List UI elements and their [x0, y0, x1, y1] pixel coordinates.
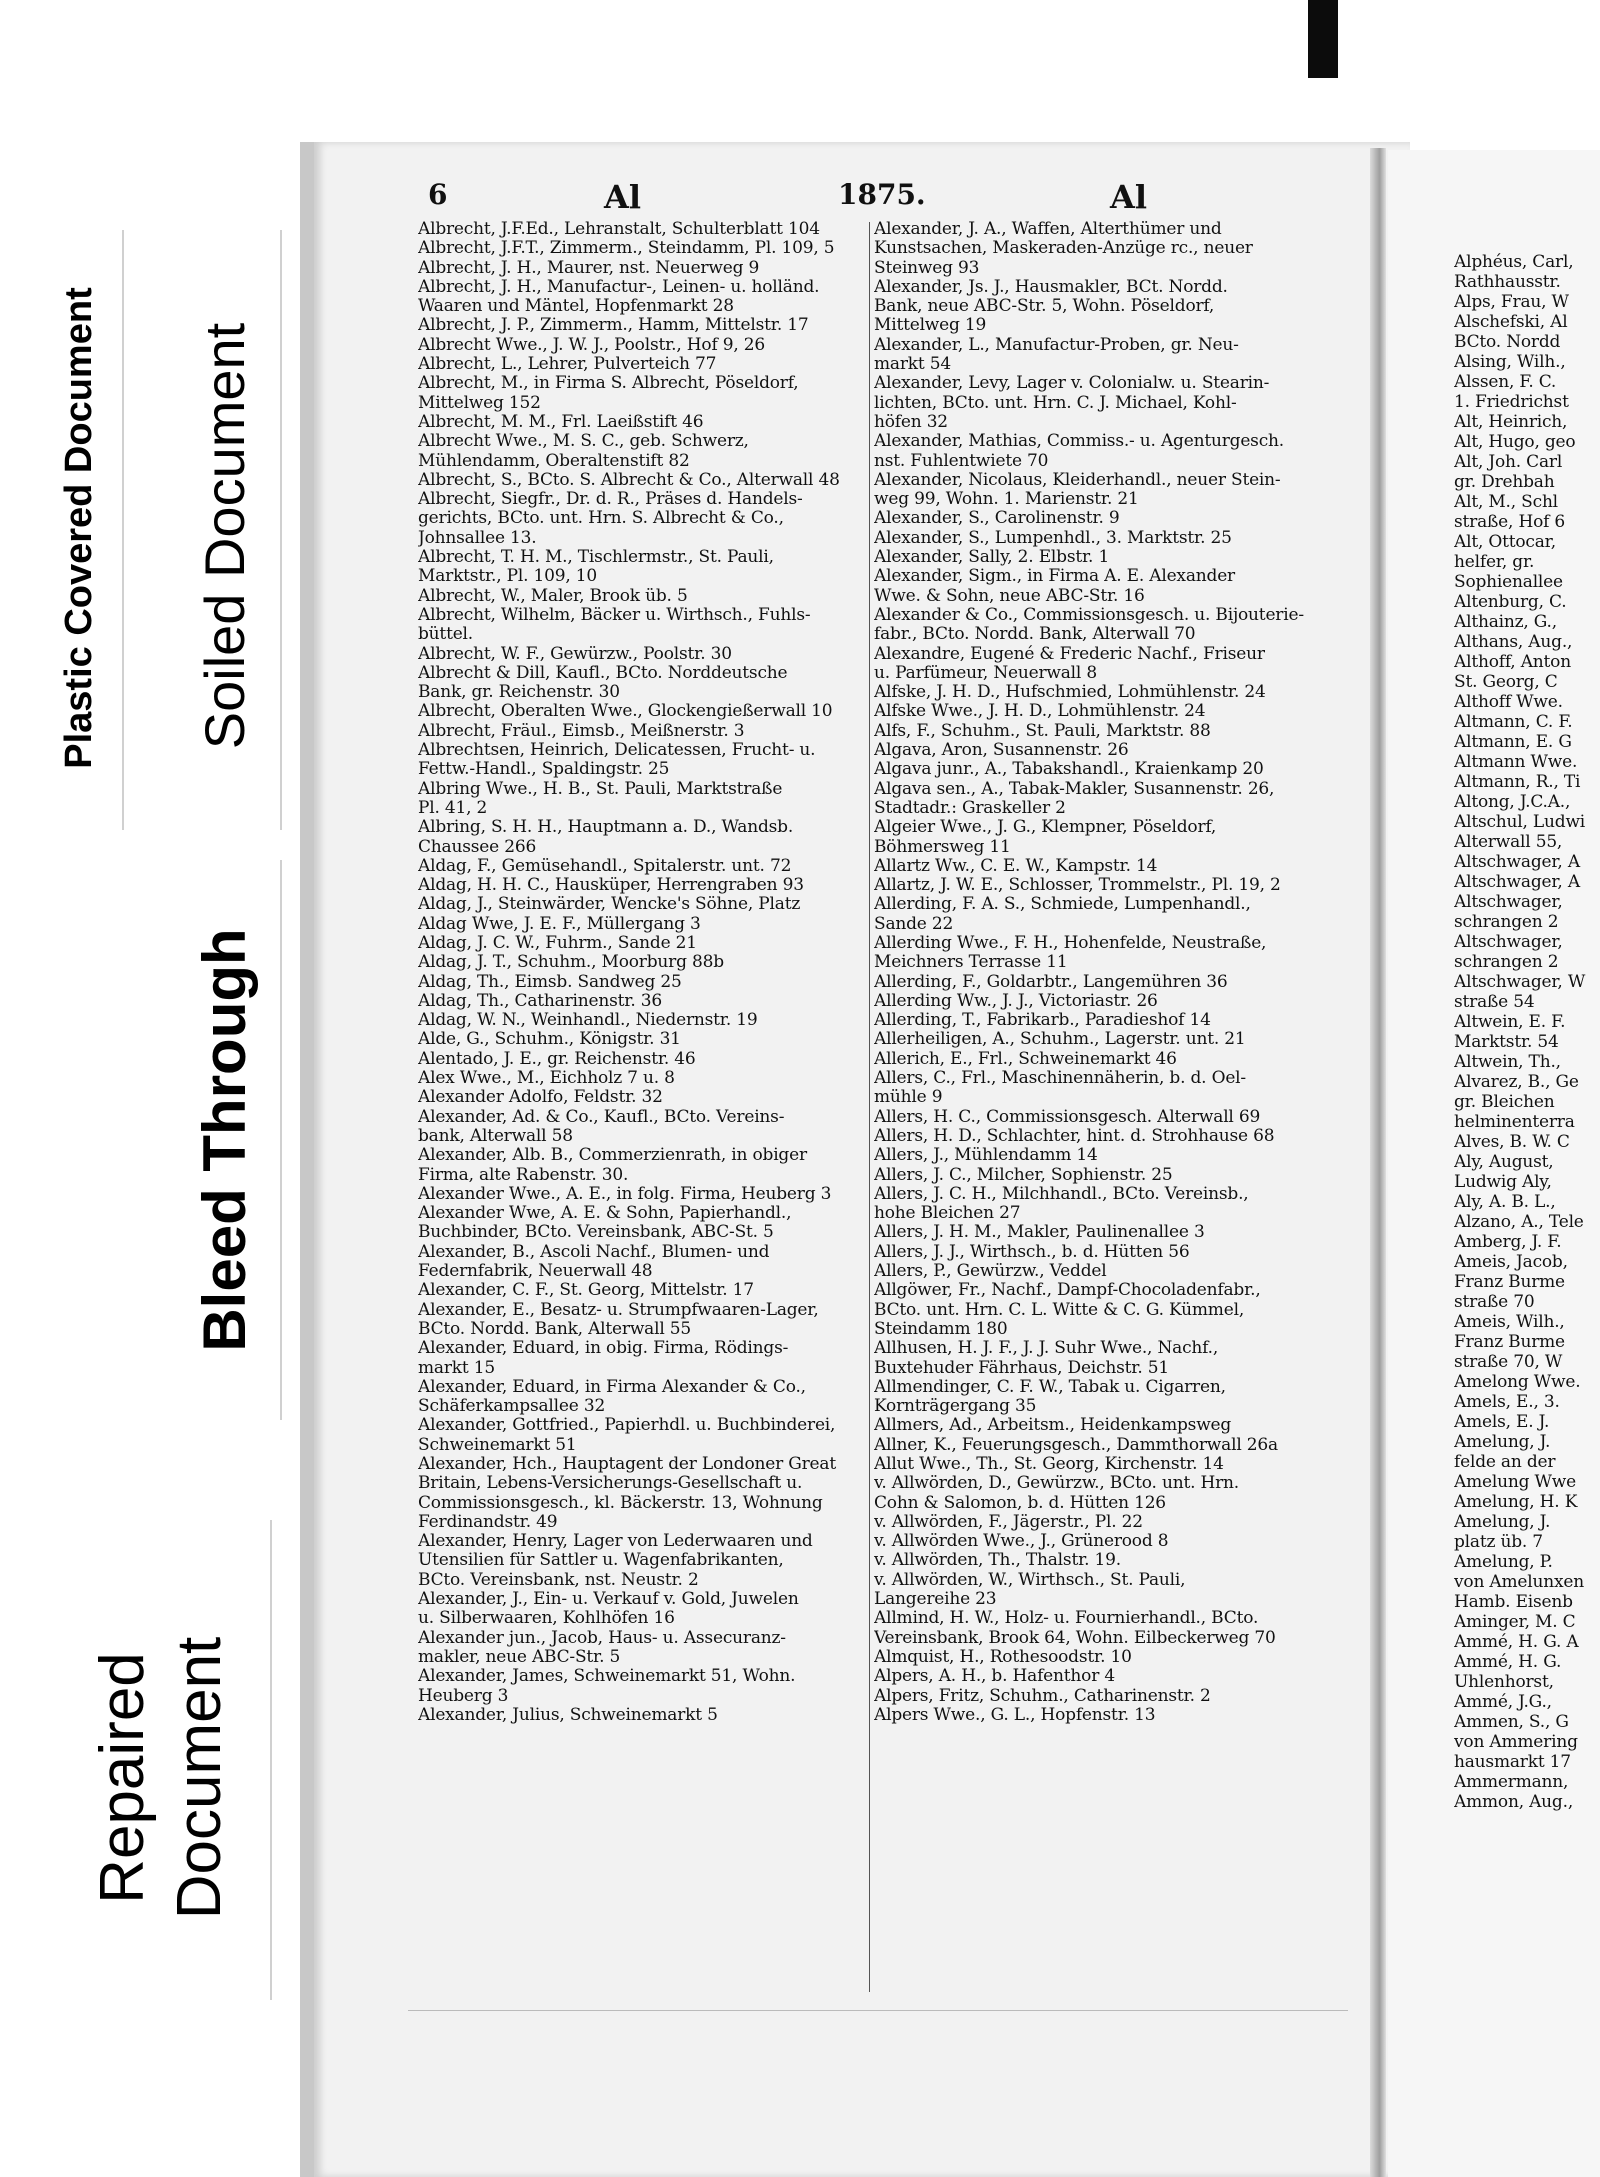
directory-entry-line: Cohn & Salomon, b. d. Hütten 126 [874, 1493, 1166, 1513]
directory-entry-line: Sophienallee [1454, 572, 1563, 592]
directory-entry-line: Rathhausstr. [1454, 272, 1561, 292]
directory-entry-line: Allmind, H. W., Holz- u. Fournierhandl., BCto. [874, 1609, 1259, 1629]
directory-entry-line: Allmendinger, C. F. W., Tabak u. Cigarren, [874, 1377, 1226, 1397]
directory-entry-line: v. Allwörden Wwe., J., Grünerood 8 [874, 1532, 1169, 1552]
directory-entry-line: Alexander, Alb. B., Commerzienrath, in obiger [418, 1146, 807, 1166]
directory-entry-line: Uhlenhorst, [1454, 1672, 1554, 1692]
directory-entry-line: Albrecht, L., Lehrer, Pulverteich 77 [418, 355, 717, 375]
directory-entry-line: Amelung, J. [1454, 1512, 1551, 1532]
directory-entry-line: straße 54 [1454, 992, 1535, 1012]
directory-entry-line: Aldag, J. C. W., Fuhrm., Sande 21 [418, 933, 697, 953]
directory-entry-line: Altschwager, W [1454, 972, 1586, 992]
directory-entry-line: Amels, E., 3. [1454, 1392, 1560, 1412]
directory-entry-line: Alphéus, Carl, [1454, 252, 1574, 272]
directory-entry-line: Wwe. & Sohn, neue ABC-Str. 16 [874, 586, 1145, 606]
directory-entry-line: Amelung, H. K [1454, 1492, 1578, 1512]
directory-entry-line: Alps, Frau, W [1454, 292, 1569, 312]
directory-entry-line: Albrecht & Dill, Kaufl., BCto. Norddeutsche [418, 663, 788, 683]
directory-entry-line: Alexander, Henry, Lager von Lederwaaren und [418, 1532, 813, 1552]
directory-entry-line: helminenterra [1454, 1112, 1575, 1132]
directory-entry-line: Alexander, E., Besatz- u. Strumpfwaaren-Lager, [418, 1300, 819, 1320]
directory-entry-line: Alexander, S., Lumpenhdl., 3. Marktstr. 25 [874, 528, 1232, 548]
directory-entry-line: Alssen, F. C. [1454, 372, 1557, 392]
directory-entry-line: hausmarkt 17 [1454, 1752, 1571, 1772]
directory-entry-line: Alpers, A. H., b. Hafenthor 4 [874, 1667, 1115, 1687]
directory-entry-line: Alsing, Wilh., [1454, 352, 1566, 372]
directory-entry-line: Alt, Ottocar, [1454, 532, 1556, 552]
directory-entry-line: Schäferkampsallee 32 [418, 1397, 606, 1417]
directory-entry-line: Alschefski, Al [1454, 312, 1568, 332]
directory-entry-line: Johnsallee 13. [418, 528, 537, 548]
directory-entry-line: Ammon, Aug., [1454, 1792, 1574, 1812]
directory-entry-line: Alexander, Sigm., in Firma A. E. Alexander [874, 567, 1235, 587]
directory-entry-line: Bank, neue ABC-Str. 5, Wohn. Pöseldorf, [874, 297, 1215, 317]
directory-entry-line: Altmann, E. G [1454, 732, 1572, 752]
directory-entry-line: Allerding, F., Goldarbtr., Langemühren 36 [874, 972, 1228, 992]
directory-entry-line: Marktstr. 54 [1454, 1032, 1559, 1052]
directory-entry-line: Alexander, J., Ein- u. Verkauf v. Gold, Juwelen [418, 1590, 799, 1610]
directory-entry-line: Aldag, J. T., Schuhm., Moorburg 88b [418, 953, 724, 973]
directory-entry-line: Albring Wwe., H. B., St. Pauli, Marktstraße [418, 779, 783, 799]
directory-entry-line: Altschul, Ludwi [1454, 812, 1586, 832]
next-page-column [1454, 252, 1600, 2012]
directory-entry-line: Amels, E. J. [1454, 1412, 1550, 1432]
directory-entry-line: Aldag, H. H. C., Hausküper, Herrengraben 93 [418, 876, 804, 896]
directory-entry-line: Alexander, Ad. & Co., Kaufl., BCto. Vereins- [418, 1107, 785, 1127]
directory-entry-line: Algava junr., A., Tabakshandl., Kraienkamp 20 [874, 760, 1264, 780]
directory-entry-line: Allut Wwe., Th., St. Georg, Kirchenstr. 14 [874, 1455, 1224, 1474]
directory-entry-line: Buxtehuder Fährhaus, Deichstr. 51 [874, 1358, 1169, 1378]
directory-entry-line: Almquist, H., Rothesoodstr. 10 [874, 1647, 1132, 1667]
directory-entry-line: Amelung, P. [1454, 1552, 1553, 1572]
directory-entry-line: Heuberg 3 [418, 1686, 509, 1706]
directory-entry-line: Allerheiligen, A., Schuhm., Lagerstr. unt. 21 [874, 1030, 1246, 1050]
directory-entry-line: Allers, J. C. H., Milchhandl., BCto. Vereinsb., [874, 1184, 1249, 1204]
directory-entry-line: Allner, K., Feuerungsgesch., Dammthorwall 26a [874, 1435, 1278, 1455]
directory-entry-line: Aldag, J., Steinwärder, Wencke's Söhne, Platz [418, 895, 801, 915]
directory-entry-line: BCto. Nordd. Bank, Alterwall 55 [418, 1319, 692, 1339]
directory-entry-line: Albrecht, J. P., Zimmerm., Hamm, Mittelstr. 17 [418, 316, 809, 336]
directory-entry-line: u. Silberwaaren, Kohlhöfen 16 [418, 1609, 675, 1629]
directory-entry-line: Meichners Terrasse 11 [874, 953, 1068, 973]
directory-entry-line: Algava sen., A., Tabak-Makler, Susannenstr. 26, [874, 779, 1275, 799]
directory-entry-line: Alexander, S., Carolinenstr. 9 [874, 509, 1120, 529]
directory-entry-line: Bank, gr. Reichenstr. 30 [418, 683, 620, 703]
directory-entry-line: Utensilien für Sattler u. Wagenfabrikanten, [418, 1551, 784, 1571]
directory-entry-line: Ammé, J.G., [1454, 1692, 1552, 1712]
directory-entry-line: Allers, H. C., Commissionsgesch. Alterwall 69 [874, 1107, 1261, 1127]
directory-entry-line: 1. Friedrichst [1454, 392, 1569, 412]
directory-entry-line: Steinweg 93 [874, 258, 980, 278]
directory-entry-line: Allerding Wwe., F. H., Hohenfelde, Neustraße, [874, 933, 1267, 953]
directory-entry-line: Alfs, F., Schuhm., St. Pauli, Marktstr. 88 [874, 721, 1211, 741]
directory-entry-line: gr. Bleichen [1454, 1092, 1555, 1112]
directory-entry-line: Alexander, J. A., Waffen, Alterthümer und [874, 220, 1222, 239]
directory-entry-line: Kornträgergang 35 [874, 1397, 1037, 1417]
directory-entry-line: Waaren und Mäntel, Hopfenmarkt 28 [418, 297, 734, 317]
directory-entry-line: Aldag, Th., Eimsb. Sandweg 25 [418, 972, 682, 992]
left-heading: Al [604, 178, 641, 216]
directory-entry-line: Langereihe 23 [874, 1590, 997, 1610]
directory-entry-line: Alfske Wwe., J. H. D., Lohmühlenstr. 24 [874, 702, 1206, 722]
directory-entry-line: platz üb. 7 [1454, 1532, 1543, 1552]
page-fold-edge [1370, 148, 1386, 2177]
directory-entry-line: Aminger, M. C [1454, 1612, 1576, 1632]
directory-entry-line: Albrecht Wwe., M. S. C., geb. Schwerz, [418, 432, 749, 452]
directory-entry-line: Albrecht, J. H., Manufactur-, Leinen- u. holländ. [418, 277, 820, 297]
left-column [418, 220, 868, 2000]
year-heading: 1875. [838, 178, 926, 211]
directory-entry-line: Ameis, Wilh., [1454, 1312, 1565, 1332]
directory-entry-line: Alterwall 55, [1454, 832, 1563, 852]
directory-entry-line: nst. Fuhlentwiete 70 [874, 451, 1049, 471]
directory-entry-line: Mühlendamm, Oberaltenstift 82 [418, 451, 690, 471]
soiled-label: Soiled Document [193, 322, 256, 750]
right-heading: Al [1110, 178, 1147, 216]
directory-entry-line: Altenburg, C. [1454, 592, 1567, 612]
directory-entry-line: Alexander & Co., Commissionsgesch. u. Bijouterie- [874, 605, 1304, 625]
directory-entry-line: Alexander, Sally, 2. Elbstr. 1 [874, 548, 1110, 568]
directory-entry-line: von Ammering [1454, 1732, 1578, 1752]
directory-entry-line: Alexander Adolfo, Feldstr. 32 [418, 1088, 663, 1108]
directory-entry-line: v. Allwörden, Th., Thalstr. 19. [874, 1551, 1121, 1571]
directory-entry-line: fabr., BCto. Nordd. Bank, Alterwall 70 [874, 625, 1196, 645]
directory-entry-line: Stadtadr.: Graskeller 2 [874, 798, 1066, 818]
directory-entry-line: Altschwager, [1454, 932, 1563, 952]
directory-entry-line: höfen 32 [874, 412, 948, 432]
directory-entry-line: Commissionsgesch., kl. Bäckerstr. 13, Wohnung [418, 1493, 823, 1513]
directory-entry-line: Allers, P., Gewürzw., Veddel [874, 1262, 1107, 1282]
directory-entry-line: Aly, August, [1454, 1152, 1554, 1172]
directory-entry-line: Albrecht, S., BCto. S. Albrecht & Co., Alterwall 48 [418, 470, 840, 490]
directory-entry-line: Fettw.-Handl., Spaldingstr. 25 [418, 760, 670, 780]
directory-entry-line: Federnfabrik, Neuerwall 48 [418, 1262, 653, 1282]
directory-entry-line: Allmers, Ad., Arbeitsm., Heidenkampsweg [874, 1416, 1232, 1436]
directory-entry-line: Allartz, J. W. E., Schlosser, Trommelstr., Pl. 19, 2 [874, 876, 1281, 896]
directory-entry-line: Altschwager, A [1454, 872, 1580, 892]
directory-entry-line: Steindamm 180 [874, 1319, 1008, 1339]
directory-entry-line: Alexander, Levy, Lager v. Colonialw. u. Stearin- [874, 374, 1270, 394]
directory-entry-line: Ammen, S., G [1454, 1712, 1569, 1732]
directory-entry-line: Altschwager, [1454, 892, 1563, 912]
directory-entry-line: Altwein, E. F. [1454, 1012, 1566, 1032]
directory-entry-line: markt 54 [874, 355, 951, 375]
directory-entry-line: Alentado, J. E., gr. Reichenstr. 46 [418, 1049, 696, 1069]
directory-entry-line: Allartz Ww., C. E. W., Kampstr. 14 [874, 856, 1158, 876]
plastic-covered-label: Plastic Covered Document [58, 287, 100, 769]
directory-entry-line: Amelung Wwe [1454, 1472, 1576, 1492]
directory-entry-line: Allhusen, H. J. F., J. J. Suhr Wwe., Nachf., [874, 1339, 1219, 1359]
directory-entry-line: Firma, alte Rabenstr. 30. [418, 1165, 629, 1185]
directory-entry-line: gr. Drehbah [1454, 472, 1555, 492]
directory-entry-line: Alde, G., Schuhm., Königstr. 31 [418, 1030, 681, 1050]
page-bottom-rule [408, 2010, 1348, 2011]
directory-entry-line: Alt, Joh. Carl [1454, 452, 1563, 472]
directory-entry-line: Albrecht, T. H. M., Tischlermstr., St. Pauli, [418, 548, 774, 568]
directory-entry-line: Allerding, T., Fabrikarb., Paradieshof 14 [874, 1011, 1211, 1031]
directory-entry-line: Alexander, Eduard, in obig. Firma, Rödings- [418, 1339, 789, 1359]
directory-entry-line: Hamb. Eisenb [1454, 1592, 1573, 1612]
directory-entry-line: Althainz, G., [1454, 612, 1557, 632]
directory-entry-line: Allers, C., Frl., Maschinennäherin, b. d. Oel- [874, 1069, 1246, 1089]
directory-entry-line: Allers, H. D., Schlachter, hint. d. Strohhause 68 [874, 1126, 1275, 1146]
directory-entry-line: straße, Hof 6 [1454, 512, 1566, 532]
directory-entry-line: Altong, J.C.A., [1454, 792, 1571, 812]
directory-entry-line: Alexander Wwe., A. E., in folg. Firma, Heuberg 3 [418, 1184, 832, 1204]
directory-entry-line: Albrecht, Oberalten Wwe., Glockengießerwall 10 [418, 702, 833, 722]
directory-entry-line: Britain, Lebens-Versicherungs-Gesellschaft u. [418, 1474, 803, 1494]
directory-entry-line: Albrecht, W. F., Gewürzw., Poolstr. 30 [418, 644, 732, 664]
directory-entry-line: schrangen 2 [1454, 952, 1559, 972]
directory-entry-line: Ludwig Aly, [1454, 1172, 1552, 1192]
directory-entry-line: Albrecht, J.F.Ed., Lehranstalt, Schulterblatt 104 [418, 220, 820, 239]
directory-entry-line: Althoff, Anton [1454, 652, 1571, 672]
directory-entry-line: Allers, J. J., Wirthsch., b. d. Hütten 56 [874, 1242, 1190, 1262]
directory-entry-line: Albrecht Wwe., J. W. J., Poolstr., Hof 9, 26 [418, 335, 765, 355]
directory-entry-line: Albrecht, Siegfr., Dr. d. R., Präses d. Handels- [418, 490, 803, 510]
directory-entry-line: lichten, BCto. unt. Hrn. C. J. Michael, Kohl- [874, 393, 1237, 413]
bleed-through-label: Bleed Through [191, 928, 258, 1352]
directory-entry-line: Alvarez, B., Ge [1454, 1072, 1579, 1092]
directory-entry-line: Mittelweg 19 [874, 316, 987, 336]
directory-entry-line: Alfske, J. H. D., Hufschmied, Lohmühlenstr. 24 [874, 683, 1266, 703]
directory-entry-line: v. Allwörden, D., Gewürzw., BCto. unt. Hrn. [874, 1474, 1239, 1494]
directory-entry-line: Albrecht, Fräul., Eimsb., Meißnerstr. 3 [418, 721, 745, 741]
directory-entry-line: Alexandre, Eugené & Frederic Nachf., Friseur [874, 644, 1265, 664]
directory-entry-line: makler, neue ABC-Str. 5 [418, 1647, 621, 1667]
directory-entry-line: Alpers, Fritz, Schuhm., Catharinenstr. 2 [874, 1686, 1211, 1706]
directory-entry-line: Alexander, James, Schweinemarkt 51, Wohn. [418, 1667, 796, 1687]
directory-entry-line: büttel. [418, 625, 473, 645]
directory-entry-line: Allers, J. C., Milcher, Sophienstr. 25 [874, 1165, 1173, 1185]
directory-entry-line: Alt, Heinrich, [1454, 412, 1568, 432]
directory-entry-line: markt 15 [418, 1358, 495, 1378]
directory-entry-line: Albrecht, J.F.T., Zimmerm., Steindamm, Pl. 109, 5 [418, 239, 835, 259]
directory-entry-line: Allerding, F. A. S., Schmiede, Lumpenhandl., [874, 895, 1251, 915]
directory-entry-line: Allers, J. H. M., Makler, Paulinenallee 3 [874, 1223, 1205, 1243]
directory-entry-line: Altwein, Th., [1454, 1052, 1561, 1072]
directory-entry-line: Algeier Wwe., J. G., Klempner, Pöseldorf, [874, 818, 1217, 838]
directory-entry-line: Albrecht, Wilhelm, Bäcker u. Wirthsch., Fuhls- [418, 605, 811, 625]
directory-entry-line: hohe Bleichen 27 [874, 1204, 1021, 1224]
directory-entry-line: Alt, Hugo, geo [1454, 432, 1576, 452]
directory-entry-line: Aldag, F., Gemüsehandl., Spitalerstr. unt. 72 [418, 856, 792, 876]
directory-entry-line: Althoff Wwe. [1454, 692, 1563, 712]
directory-entry-line: Althans, Aug., [1454, 632, 1573, 652]
directory-entry-line: St. Georg, C [1454, 672, 1558, 692]
directory-entry-line: Alexander, Mathias, Commiss.- u. Agenturgesch. [874, 432, 1284, 452]
directory-entry-line: Alzano, A., Tele [1454, 1212, 1584, 1232]
directory-entry-line: schrangen 2 [1454, 912, 1559, 932]
directory-entry-line: Allgöwer, Fr., Nachf., Dampf-Chocoladenfabr., [874, 1281, 1261, 1301]
directory-entry-line: Alpers Wwe., G. L., Hopfenstr. 13 [874, 1705, 1156, 1725]
directory-entry-line: Kunstsachen, Maskeraden-Anzüge rc., neuer [874, 239, 1253, 259]
directory-entry-line: gerichts, BCto. unt. Hrn. S. Albrecht & Co., [418, 509, 784, 529]
directory-entry-line: bank, Alterwall 58 [418, 1126, 573, 1146]
directory-entry-line: Alexander jun., Jacob, Haus- u. Assecuranz- [418, 1628, 786, 1648]
binding-bar-top [1308, 0, 1338, 78]
directory-entry-line: Mittelweg 152 [418, 393, 541, 413]
directory-entry-line: Aldag, W. N., Weinhandl., Niedernstr. 19 [418, 1011, 758, 1031]
directory-entry-line: Schweinemarkt 51 [418, 1435, 577, 1455]
directory-entry-line: BCto. unt. Hrn. C. L. Witte & C. G. Kümmel, [874, 1300, 1245, 1320]
directory-entry-line: u. Parfümeur, Neuerwall 8 [874, 663, 1097, 683]
directory-entry-line: Alexander, L., Manufactur-Proben, gr. Neu- [874, 335, 1239, 355]
directory-entry-line: Pl. 41, 2 [418, 798, 488, 818]
directory-entry-line: Franz Burme [1454, 1332, 1565, 1352]
directory-entry-line: Alexander, Julius, Schweinemarkt 5 [418, 1705, 718, 1725]
directory-entry-line: Alt, M., Schl [1454, 492, 1558, 512]
directory-entry-line: Franz Burme [1454, 1272, 1565, 1292]
directory-entry-line: Aldag Wwe, J. E. F., Müllergang 3 [418, 914, 701, 934]
directory-entry-line: Vereinsbank, Brook 64, Wohn. Eilbeckerweg 70 [874, 1628, 1276, 1648]
directory-entry-line: Marktstr., Pl. 109, 10 [418, 567, 597, 587]
directory-entry-line: Aldag, Th., Catharinenstr. 36 [418, 991, 662, 1011]
directory-entry-line: Alexander, Gottfried., Papierhdl. u. Buchbinderei, [418, 1416, 836, 1436]
directory-entry-line: Aly, A. B. L., [1454, 1192, 1556, 1212]
directory-entry-line: Alexander, Hch., Hauptagent der Londoner Great [418, 1455, 836, 1474]
directory-entry-line: Chaussee 266 [418, 837, 537, 857]
directory-entry-line: Amberg, J. F. [1454, 1232, 1562, 1252]
directory-entry-line: Alexander, B., Ascoli Nachf., Blumen- und [418, 1242, 770, 1262]
directory-entry-line: Alexander, Eduard, in Firma Alexander & Co., [418, 1377, 806, 1397]
directory-entry-line: Altschwager, A [1454, 852, 1580, 872]
directory-entry-line: Albrechtsen, Heinrich, Delicatessen, Frucht- u. [418, 741, 816, 761]
directory-entry-line: Albrecht, M., in Firma S. Albrecht, Pöseldorf, [418, 374, 799, 394]
directory-entry-line: helfer, gr. [1454, 552, 1535, 572]
directory-entry-line: Alexander, Nicolaus, Kleiderhandl., neuer Stein- [874, 470, 1281, 490]
directory-entry-line: straße 70 [1454, 1292, 1535, 1312]
directory-entry-line: Alexander Wwe, A. E. & Sohn, Papierhandl., [418, 1204, 792, 1224]
column-divider [869, 222, 870, 1992]
directory-entry-line: Alex Wwe., M., Eichholz 7 u. 8 [418, 1069, 675, 1089]
directory-entry-line: BCto. Vereinsbank, nst. Neustr. 2 [418, 1570, 699, 1590]
directory-entry-line: Alexander, Js. J., Hausmakler, BCt. Nordd. [874, 277, 1228, 297]
directory-entry-line: Ammé, H. G. A [1454, 1632, 1579, 1652]
directory-entry-line: Buchbinder, BCto. Vereinsbank, ABC-St. 5 [418, 1223, 774, 1243]
directory-entry-line: BCto. Nordd [1454, 332, 1561, 352]
directory-entry-line: Allers, J., Mühlendamm 14 [874, 1146, 1098, 1166]
directory-entry-line: Algava, Aron, Susannenstr. 26 [874, 741, 1129, 761]
repaired-label-line2: Document [165, 1636, 234, 1920]
directory-entry-line: Albring, S. H. H., Hauptmann a. D., Wandsb. [418, 818, 794, 838]
directory-entry-line: Amelong Wwe. [1454, 1372, 1581, 1392]
directory-entry-line: v. Allwörden, F., Jägerstr., Pl. 22 [874, 1512, 1143, 1532]
directory-entry-line: v. Allwörden, W., Wirthsch., St. Pauli, [874, 1570, 1186, 1590]
directory-entry-line: Ammé, H. G. [1454, 1652, 1562, 1672]
directory-entry-line: felde an der [1454, 1452, 1556, 1472]
directory-entry-line: Alexander, C. F., St. Georg, Mittelstr. 17 [418, 1281, 754, 1301]
directory-entry-line: Ameis, Jacob, [1454, 1252, 1568, 1272]
directory-entry-line: Allerding Ww., J. J., Victoriastr. 26 [874, 991, 1158, 1011]
directory-entry-line: Altmann, R., Ti [1454, 772, 1581, 792]
directory-entry-line: Albrecht, M. M., Frl. Laeißstift 46 [418, 412, 704, 432]
directory-entry-line: Allerich, E., Frl., Schweinemarkt 46 [874, 1049, 1177, 1069]
right-column [874, 220, 1336, 2000]
directory-entry-line: weg 99, Wohn. 1. Marienstr. 21 [874, 490, 1139, 510]
directory-entry-line: Alves, B. W. C [1454, 1132, 1570, 1152]
directory-entry-line: mühle 9 [874, 1088, 943, 1108]
directory-entry-line: Albrecht, W., Maler, Brook üb. 5 [418, 586, 688, 606]
page-number: 6 [428, 178, 448, 211]
directory-entry-line: Amelung, J. [1454, 1432, 1551, 1452]
directory-entry-line: von Amelunxen [1454, 1572, 1584, 1592]
directory-entry-line: Böhmersweg 11 [874, 837, 1011, 857]
directory-entry-line: Altmann Wwe. [1454, 752, 1578, 772]
directory-entry-line: Ammermann, [1454, 1772, 1569, 1792]
repaired-label-line1: Repaired [88, 1652, 157, 1904]
directory-entry-line: straße 70, W [1454, 1352, 1563, 1372]
directory-entry-line: Ferdinandstr. 49 [418, 1512, 558, 1532]
directory-entry-line: Altmann, C. F. [1454, 712, 1573, 732]
directory-entry-line: Sande 22 [874, 914, 954, 934]
directory-entry-line: Albrecht, J. H., Maurer, nst. Neuerweg 9 [418, 258, 760, 278]
